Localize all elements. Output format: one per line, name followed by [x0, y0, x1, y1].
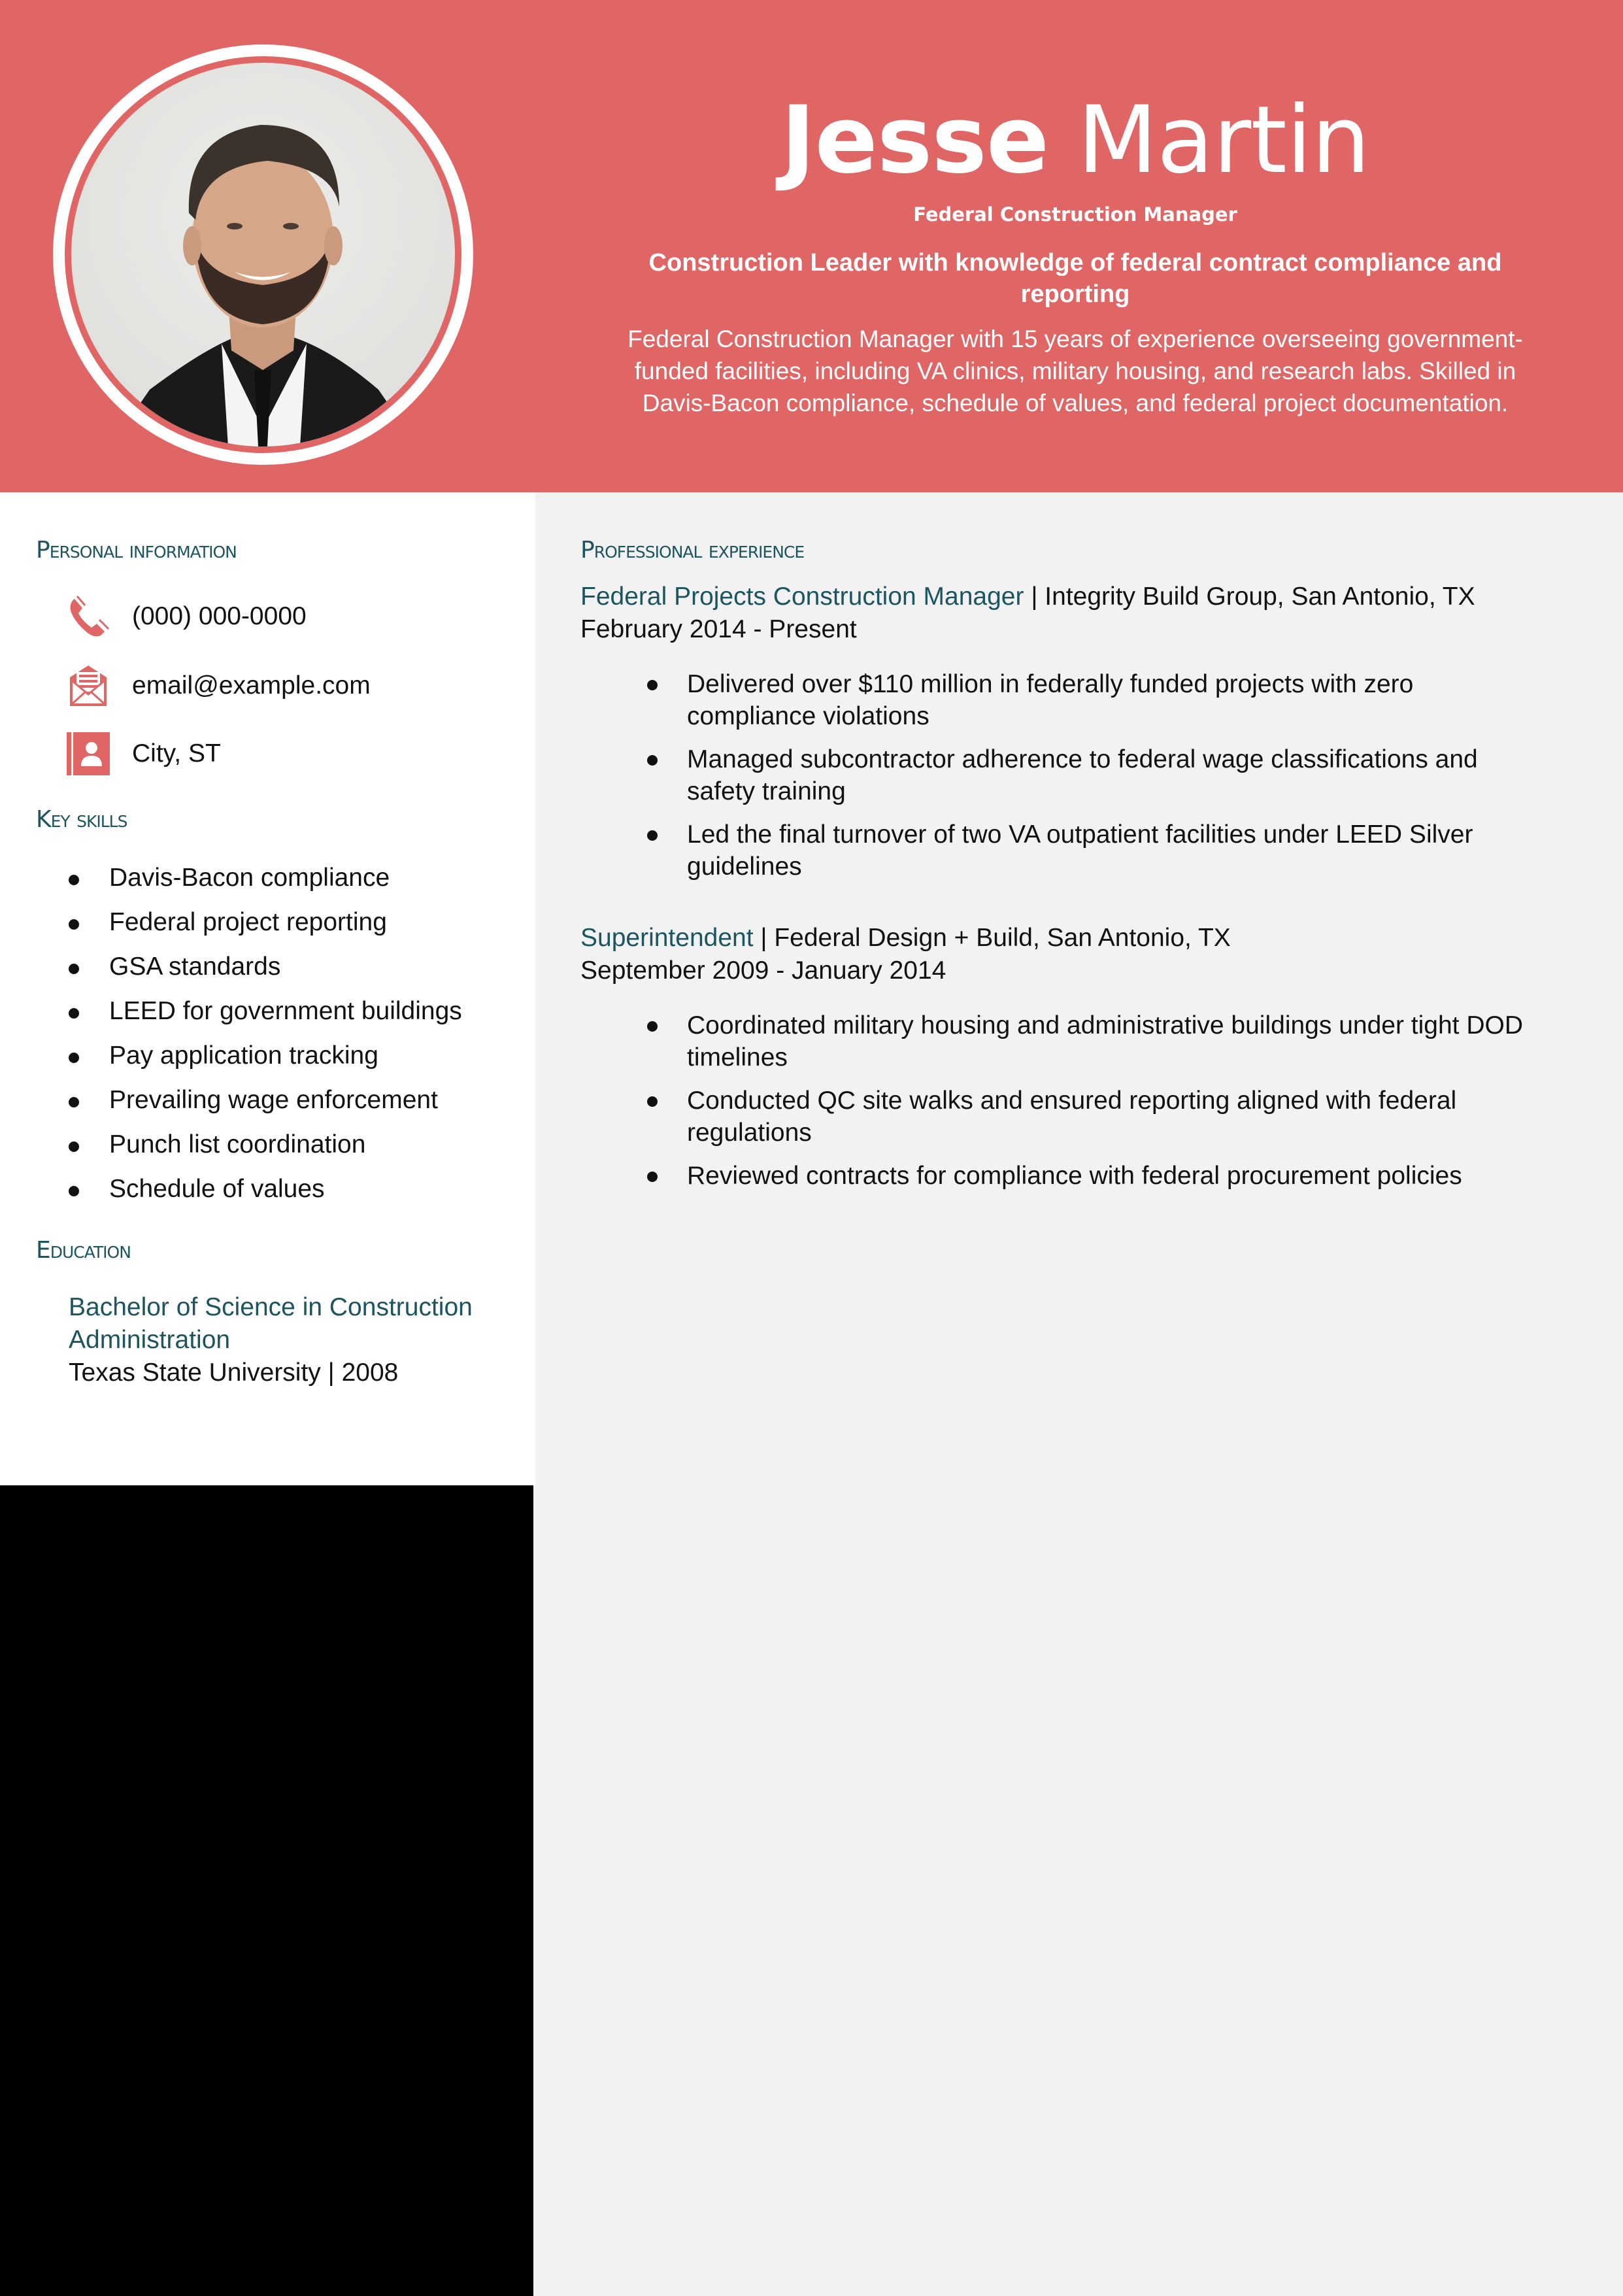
- job-bullet: Coordinated military housing and administrative buildings under tight DOD timelines: [580, 1009, 1530, 1073]
- degree: Bachelor of Science in Construction Administration: [69, 1293, 473, 1354]
- contact-location: [65, 728, 221, 780]
- contact-phone: [65, 590, 307, 643]
- skill-item: Punch list coordination: [0, 1128, 523, 1173]
- skill-item: Davis-Bacon compliance: [0, 862, 523, 906]
- job-bullet: Conducted QC site walks and ensured reporting aligned with federal regulations: [580, 1085, 1530, 1149]
- job-bullet: Reviewed contracts for compliance with federal procurement policies: [580, 1160, 1530, 1192]
- profile-photo-border: [65, 56, 461, 453]
- section-title-professional-experience: Professional experience: [580, 537, 805, 564]
- last-name: Martin: [1077, 86, 1370, 194]
- education-entry: [69, 1291, 526, 1389]
- skill-item: Prevailing wage enforcement: [0, 1084, 523, 1128]
- candidate-name: [588, 85, 1562, 196]
- job-title: Federal Construction Manager: [913, 203, 1237, 226]
- job-bullet: Led the final turnover of two VA outpatient facilities under LEED Silver guidelines: [580, 819, 1530, 883]
- job-role: Federal Projects Construction Manager: [580, 582, 1024, 611]
- profile-photo: [71, 63, 455, 447]
- profile-summary: Federal Construction Manager with 15 years of experience overseeing government-funded facilities, including VA clinics, military housing, and research labs. Skilled in Davis-Bacon compliance, schedule of values, and federal project documentation.: [627, 326, 1523, 416]
- job-role: Superintendent: [580, 924, 754, 952]
- job-dates: September 2009 - January 2014: [580, 956, 946, 985]
- profile-photo-frame: [53, 44, 473, 465]
- headline: Construction Leader with knowledge of federal contract compliance and reporting: [648, 249, 1502, 308]
- section-title-key-skills: Key skills: [36, 806, 127, 833]
- section-title-education: Education: [36, 1237, 131, 1264]
- separator: |: [753, 924, 775, 952]
- sidebar-filler-block: [0, 1485, 533, 2296]
- school-and-year: Texas State University | 2008: [69, 1359, 399, 1387]
- skill-item: Federal project reporting: [0, 906, 523, 951]
- skills-list: [0, 862, 523, 1217]
- skill-item: Schedule of values: [0, 1173, 523, 1217]
- first-name: Jesse: [780, 86, 1049, 194]
- skill-item: Pay application tracking: [0, 1039, 523, 1084]
- job-dates: February 2014 - Present: [580, 615, 857, 643]
- skill-item: LEED for government buildings: [0, 995, 523, 1039]
- job-bullets: [580, 668, 1574, 894]
- job-bullet: Managed subcontractor adherence to federal wage classifications and safety training: [580, 743, 1530, 807]
- company: Integrity Build Group, San Antonio, TX: [1045, 582, 1475, 611]
- header-banner: [0, 0, 1623, 492]
- location: City, ST: [132, 739, 221, 768]
- separator: |: [1024, 582, 1045, 611]
- skill-item: GSA standards: [0, 951, 523, 995]
- phone-icon: [65, 594, 111, 639]
- header-text: [588, 85, 1562, 419]
- contact-book-icon: [65, 731, 111, 777]
- phone-number: (000) 000-0000: [132, 602, 307, 630]
- job-bullets: [580, 1009, 1574, 1203]
- job-bullet: Delivered over $110 million in federally funded projects with zero compliance violations: [580, 668, 1530, 732]
- job-title-line: [580, 581, 1574, 613]
- email-address: email@example.com: [132, 671, 371, 700]
- section-title-personal-information: Personal information: [36, 537, 237, 564]
- contact-email: [65, 660, 371, 712]
- email-icon: [65, 663, 111, 709]
- job-entry: [580, 922, 1574, 1190]
- person-portrait-icon: [71, 63, 455, 447]
- job-title-line: [580, 922, 1574, 954]
- company: Federal Design + Build, San Antonio, TX: [774, 924, 1231, 952]
- job-entry: [580, 581, 1574, 881]
